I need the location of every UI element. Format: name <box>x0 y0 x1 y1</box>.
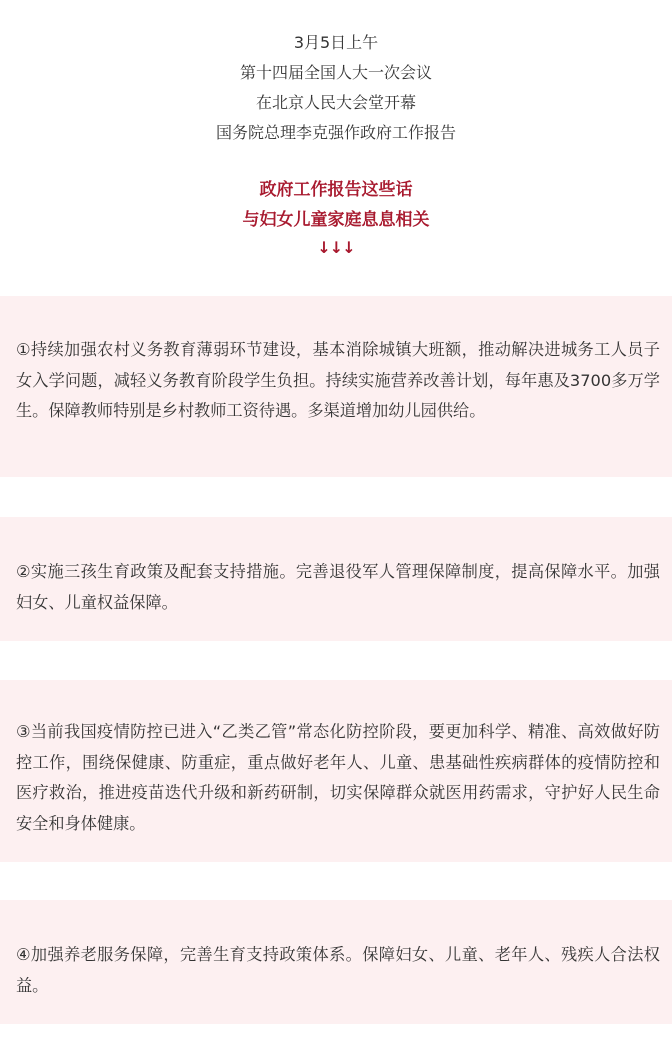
policy-card-text: ②实施三孩生育政策及配套支持措施。完善退役军人管理保障制度，提高保障水平。加强妇女、儿童权益保障。 <box>16 562 660 612</box>
intro-place: 在北京人民大会堂开幕 <box>255 93 416 112</box>
highlight-title-line-2: 与妇女儿童家庭息息相关 <box>242 210 430 230</box>
intro-date: 3月5日上午 <box>293 33 379 52</box>
policy-card-text: ①持续加强农村义务教育薄弱环节建设，基本消除城镇大班额，推动解决进城务工人员子女入学问题，减轻义务教育阶段学生负担。持续实施营养改善计划，每年惠及3700多万学生。保障教师特别是乡村教师工资待遇。多渠道增加幼儿园供给。 <box>16 340 660 420</box>
intro-event: 第十四届全国人大一次会议 <box>239 63 432 82</box>
policy-card-text: ③当前我国疫情防控已进入“乙类乙管”常态化防控阶段，要更加科学、精准、高效做好防控工作，围绕保健康、防重症，重点做好老年人、儿童、患基础性疾病群体的疫情防控和医疗救治，推进疫苗迭代升级和新药研制，切实保障群众就医用药需求，守护好人民生命安全和身体健康。 <box>16 722 660 833</box>
highlight-title-line-1: 政府工作报告这些话 <box>259 180 413 200</box>
policy-card-elderly-care <box>0 900 672 1024</box>
policy-card-epidemic <box>0 680 672 862</box>
policy-card-education <box>0 296 672 477</box>
policy-card-fertility <box>0 517 672 641</box>
intro-section <box>0 0 672 148</box>
intro-report: 国务院总理李克强作政府工作报告 <box>215 123 456 142</box>
article-header <box>0 0 672 261</box>
down-arrows-icon: ↓↓↓ <box>317 238 355 257</box>
policy-card-text: ④加强养老服务保障，完善生育支持政策体系。保障妇女、儿童、老年人、残疾人合法权益。 <box>16 945 660 995</box>
highlight-section <box>0 148 672 261</box>
